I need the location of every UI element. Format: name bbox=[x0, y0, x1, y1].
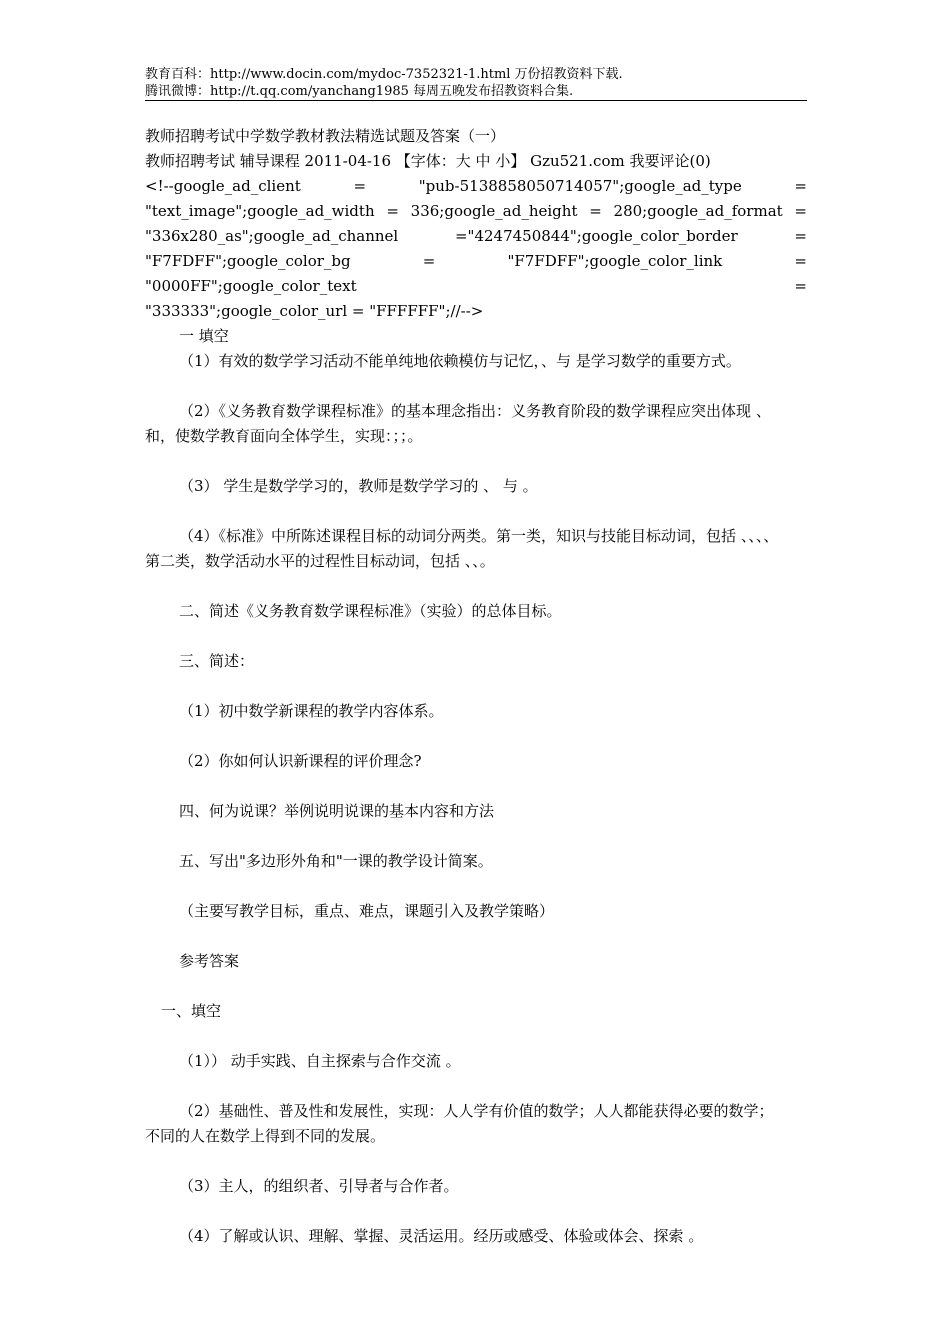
header-line-docin: 教育百科：http://www.docin.com/mydoc-7352321-1.html 万份招教资料下载. bbox=[145, 67, 623, 82]
answer-4: （4）了解或认识、理解、掌握、灵活运用。经历或感受、体验或体会、探索 。 bbox=[179, 1227, 704, 1245]
ad-code-line: "text_image";google_ad_width = 336;google_ad_height = 280;google_ad_format = bbox=[145, 202, 807, 220]
section-3: 三、简述： bbox=[179, 652, 255, 670]
question-2-line2: 和，使数学教育面向全体学生，实现：；；。 bbox=[145, 427, 423, 445]
question-2-line1: （2）《义务教育数学课程标准》的基本理念指出：义务教育阶段的数学课程应突出体现 、 bbox=[179, 402, 771, 420]
header-line-weibo: 腾讯微博：http://t.qq.com/yanchang1985 每周五晚发布招教资料合集. bbox=[145, 84, 574, 99]
section-5: 五、写出"多边形外角和"一课的教学设计简案。 bbox=[179, 852, 493, 870]
ad-code-line: "F7FDFF";google_color_bg = "F7FDFF";google_color_link = "0000FF";google_color_text = bbox=[145, 252, 807, 295]
question-4-line2: 第二类，数学活动水平的过程性目标动词，包括 、、。 bbox=[145, 552, 495, 570]
section-5-note: （主要写教学目标，重点、难点，课题引入及教学策略） bbox=[179, 902, 555, 920]
section-3-item-2: （2）你如何认识新课程的评价理念? bbox=[179, 752, 422, 770]
answer-2-line1: （2）基础性、普及性和发展性，实现：人人学有价值的数学；人人都能获得必要的数学； bbox=[179, 1102, 774, 1120]
answers-section-fill-blank: 一、填空 bbox=[161, 1002, 222, 1020]
section-4: 四、何为说课？举例说明说课的基本内容和方法 bbox=[179, 802, 495, 820]
section-3-item-1: （1）初中数学新课程的教学内容体系。 bbox=[179, 702, 444, 720]
page-header bbox=[145, 66, 807, 100]
document-body bbox=[145, 124, 807, 1249]
answer-1: （1）） 动手实践、自主探索与合作交流 。 bbox=[179, 1052, 461, 1070]
answer-3: （3）主人，的组织者、引导者与合作者。 bbox=[179, 1177, 459, 1195]
answers-heading: 参考答案 bbox=[179, 952, 240, 970]
ad-code-line: <!--google_ad_client = "pub-5138858050714057";google_ad_type = bbox=[145, 177, 807, 195]
question-4-line1: （4）《标准》中所陈述课程目标的动词分两类。第一类，知识与技能目标动词，包括 、、、、 bbox=[179, 527, 779, 545]
article-meta: 教师招聘考试 辅导课程 2011-04-16 【字体：大 中 小】 Gzu521.com 我要评论(0) bbox=[145, 152, 711, 170]
ad-code-line: "333333";google_color_url = "FFFFFF";//--> bbox=[145, 302, 484, 320]
section-fill-blank-heading: 一 填空 bbox=[179, 327, 229, 345]
answer-2-line2: 不同的人在数学上得到不同的发展。 bbox=[145, 1127, 386, 1145]
header-divider bbox=[145, 100, 807, 101]
section-2: 二、简述《义务教育数学课程标准》（实验）的总体目标。 bbox=[179, 602, 562, 620]
question-1: （1）有效的数学学习活动不能单纯地依赖模仿与记忆，、与 是学习数学的重要方式。 bbox=[179, 352, 741, 370]
question-3: （3） 学生是数学学习的，教师是数学学习的 、 与 。 bbox=[179, 477, 538, 495]
ad-code-line: "336x280_as";google_ad_channel ="4247450844";google_color_border = bbox=[145, 227, 807, 245]
article-title: 教师招聘考试中学数学教材教法精选试题及答案（一） bbox=[145, 127, 506, 145]
